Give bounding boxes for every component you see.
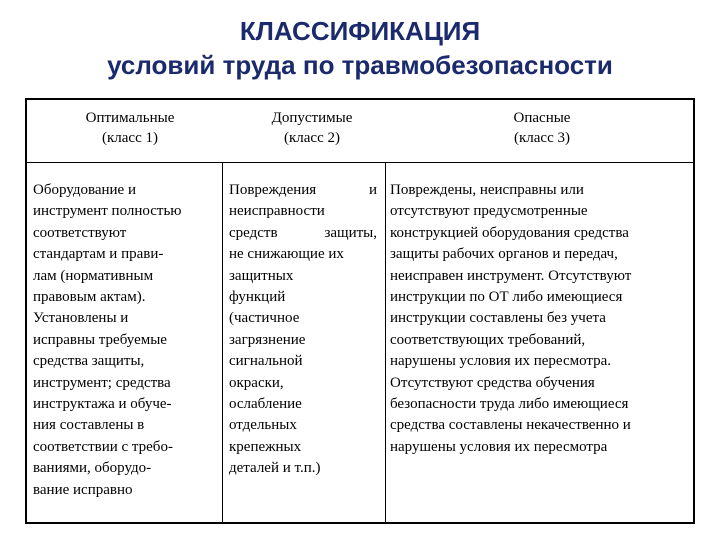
cell-word: защиты, <box>324 224 377 241</box>
header-acceptable-class: (класс 2) <box>284 130 340 146</box>
cell-word: крепежных <box>229 438 302 455</box>
slide-title <box>0 14 720 82</box>
cell-line: нарушены условия их пересмотра. <box>390 353 612 370</box>
cell-word: средств <box>229 224 278 241</box>
header-divider <box>27 162 693 163</box>
cell-line <box>229 223 377 244</box>
cell-word: (частичное <box>229 310 300 327</box>
cell-line: вание исправно <box>33 481 133 498</box>
cell-line: лам (нормативным <box>33 267 154 284</box>
header-dangerous-class: (класс 3) <box>514 130 570 146</box>
cell-line: инструкции по ОТ либо имеющиеся <box>390 289 623 306</box>
cell-line <box>229 287 377 308</box>
cell-line <box>229 394 377 415</box>
header-dangerous-name: Опасные <box>513 110 571 126</box>
cell-optimal <box>33 180 218 501</box>
cell-word: сигнальной <box>229 353 303 370</box>
header-optimal <box>27 100 233 158</box>
cell-line: ваниями, оборудо- <box>33 460 152 477</box>
cell-line <box>229 373 377 394</box>
cell-line <box>229 437 377 458</box>
cell-line: инструмент полностью <box>33 203 182 220</box>
cell-word: защитных <box>229 267 294 284</box>
cell-line <box>229 244 377 265</box>
cell-line: отсутствуют предусмотренные <box>390 203 588 220</box>
cell-line: неисправен инструмент. Отсутствуют <box>390 267 632 284</box>
header-acceptable <box>233 100 391 158</box>
cell-line: инструкции составлены без учета <box>390 310 606 327</box>
cell-line: инструктажа и обуче- <box>33 396 172 413</box>
cell-line <box>229 458 377 479</box>
cell-line: Повреждены, неисправны или <box>390 182 584 198</box>
cell-word: неисправности <box>229 203 325 220</box>
title-line-1: КЛАССИФИКАЦИЯ <box>239 16 481 46</box>
cell-word: Повреждения <box>229 182 317 198</box>
cell-line: правовым актам). <box>33 289 146 306</box>
cell-line <box>229 308 377 329</box>
cell-line: Установлены и <box>33 310 129 327</box>
classification-table <box>25 98 695 524</box>
cell-line: конструкцией оборудования средства <box>390 224 629 241</box>
cell-line: нарушены условия их пересмотра <box>390 438 608 455</box>
cell-word: функций <box>229 289 286 306</box>
cell-word: отдельных <box>229 417 297 434</box>
cell-line: исправны требуемые <box>33 331 167 348</box>
cell-word: ослабление <box>229 396 302 413</box>
cell-line: безопасности труда либо имеющиеся <box>390 396 629 413</box>
cell-line: средства защиты, <box>33 353 145 370</box>
cell-line: Отсутствуют средства обучения <box>390 374 595 391</box>
cell-line: инструмент; средства <box>33 374 171 391</box>
column-divider-1 <box>222 162 223 522</box>
cell-line: защиты рабочих органов и передач, <box>390 246 618 263</box>
column-divider-2 <box>385 162 386 522</box>
cell-dangerous <box>390 180 688 458</box>
cell-line: средства составлены некачественно и <box>390 417 631 434</box>
cell-word: загрязнение <box>229 331 306 348</box>
header-optimal-name: Оптимальные <box>85 110 175 126</box>
cell-line <box>229 330 377 351</box>
header-dangerous <box>391 100 693 158</box>
cell-line: ния составлены в <box>33 417 145 434</box>
header-acceptable-name: Допустимые <box>271 110 353 126</box>
cell-line <box>229 266 377 287</box>
cell-line: Оборудование и <box>33 182 136 198</box>
cell-word: и <box>368 182 377 198</box>
cell-line: соответствующих требований, <box>390 331 586 348</box>
cell-acceptable <box>229 180 377 480</box>
cell-line <box>229 180 377 201</box>
cell-word: окраски, <box>229 374 284 391</box>
cell-word: деталей и т.п.) <box>229 460 321 477</box>
cell-line <box>229 351 377 372</box>
cell-line: соответствуют <box>33 224 127 241</box>
cell-line: соответствии с требо- <box>33 438 173 455</box>
cell-line <box>229 201 377 222</box>
cell-line: стандартам и прави- <box>33 246 164 263</box>
title-line-2: условий труда по травмобезопасности <box>107 50 613 80</box>
header-optimal-class: (класс 1) <box>102 130 158 146</box>
cell-line <box>229 415 377 436</box>
cell-word: не снижающие их <box>229 246 344 263</box>
